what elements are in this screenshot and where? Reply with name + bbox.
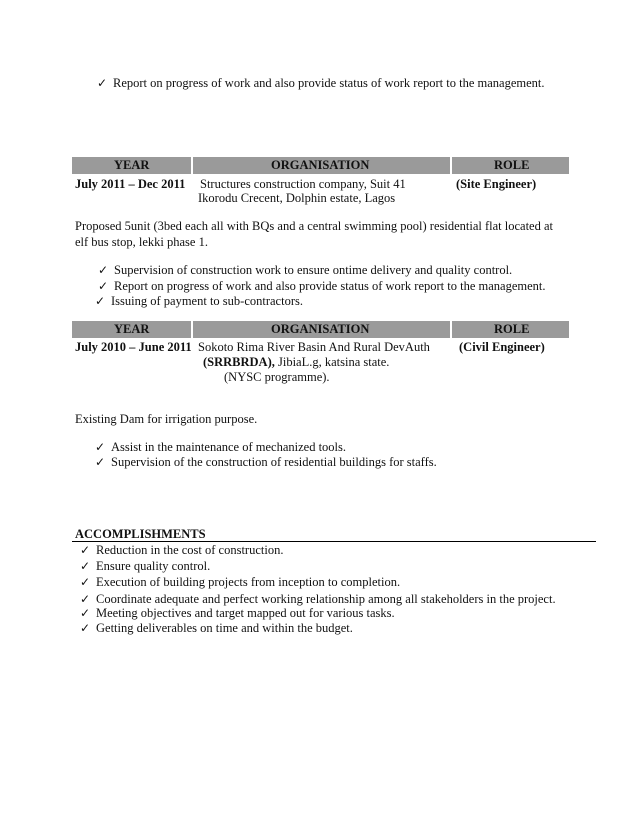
check-icon: ✓ — [80, 543, 91, 557]
table2-org-location: JibiaL.g, katsina state. — [274, 355, 390, 369]
table2-org-line2 — [203, 355, 389, 370]
table2-role: (Civil Engineer) — [459, 340, 545, 354]
table2-year: July 2010 – June 2011 — [75, 340, 192, 354]
project1-bullet-text: Supervision of construction work to ensure ontime delivery and quality control. — [114, 263, 513, 277]
check-icon: ✓ — [80, 621, 91, 635]
project1-bullet — [98, 279, 546, 294]
table1-header — [72, 157, 569, 174]
project2-bullet — [95, 455, 437, 470]
project2-line1: Existing Dam for irrigation purpose. — [75, 412, 258, 426]
project2-bullet — [95, 440, 346, 455]
table1-role-header: ROLE — [494, 158, 530, 172]
check-icon: ✓ — [80, 575, 91, 589]
check-icon: ✓ — [80, 559, 91, 573]
project2-bullet-text: Assist in the maintenance of mechanized tools. — [111, 440, 347, 454]
accomplishment-item — [80, 543, 283, 558]
table2-org-abbrev: (SRRBRDA), — [203, 355, 275, 369]
table1-org-line2: Ikorodu Crecent, Dolphin estate, Lagos — [198, 191, 396, 205]
top-bullet — [97, 76, 545, 91]
accomplishment-text: Coordinate adequate and perfect working relationship among all stakeholders in the project. — [96, 592, 556, 606]
project1-bullet-text: Report on progress of work and also provide status of work report to the management. — [114, 279, 546, 293]
accomplishment-item — [80, 559, 210, 574]
table1-org-header: ORGANISATION — [271, 158, 370, 172]
table2-role-header: ROLE — [494, 322, 530, 336]
check-icon: ✓ — [80, 592, 91, 606]
accomplishment-text: Execution of building projects from inception to completion. — [96, 575, 401, 589]
accomplishment-text: Getting deliverables on time and within the budget. — [96, 621, 353, 635]
project1-line1: Proposed 5unit (3bed each all with BQs and a central swimming pool) residential flat located at — [75, 219, 553, 233]
table2-org-line3: (NYSC programme). — [224, 370, 330, 384]
check-icon: ✓ — [80, 606, 91, 620]
table1-org-line1: Structures construction company, Suit 41 — [200, 177, 406, 191]
table1-role: (Site Engineer) — [456, 177, 537, 191]
project1-line2: elf bus stop, lekki phase 1. — [75, 235, 208, 249]
table2-header — [72, 321, 569, 338]
section-divider — [72, 541, 596, 542]
accomplishment-text: Meeting objectives and target mapped out for various tasks. — [96, 606, 395, 620]
table2-org-header: ORGANISATION — [271, 322, 370, 336]
accomplishment-text: Ensure quality control. — [96, 559, 211, 573]
table2-year-header: YEAR — [114, 322, 150, 336]
table1-year: July 2011 – Dec 2011 — [75, 177, 186, 191]
check-icon: ✓ — [97, 76, 108, 90]
table2-org-line1: Sokoto Rima River Basin And Rural DevAuth — [198, 340, 430, 354]
check-icon: ✓ — [95, 440, 106, 454]
accomplishment-text: Reduction in the cost of construction. — [96, 543, 284, 557]
project2-bullet-text: Supervision of the construction of residential buildings for staffs. — [111, 455, 437, 469]
table1-year-header: YEAR — [114, 158, 150, 172]
accomplishment-item — [80, 575, 400, 590]
accomplishments-title: ACCOMPLISHMENTS — [75, 527, 206, 541]
accomplishment-item — [80, 606, 395, 621]
project1-bullet-text: Issuing of payment to sub-contractors. — [111, 294, 303, 308]
project1-bullet — [98, 263, 512, 278]
check-icon: ✓ — [98, 263, 109, 277]
project1-bullet — [95, 294, 303, 309]
check-icon: ✓ — [95, 455, 106, 469]
check-icon: ✓ — [95, 294, 106, 308]
top-bullet-text: Report on progress of work and also provide status of work report to the management. — [113, 76, 545, 90]
check-icon: ✓ — [98, 279, 109, 293]
accomplishment-item — [80, 621, 353, 636]
accomplishment-item — [80, 592, 556, 607]
